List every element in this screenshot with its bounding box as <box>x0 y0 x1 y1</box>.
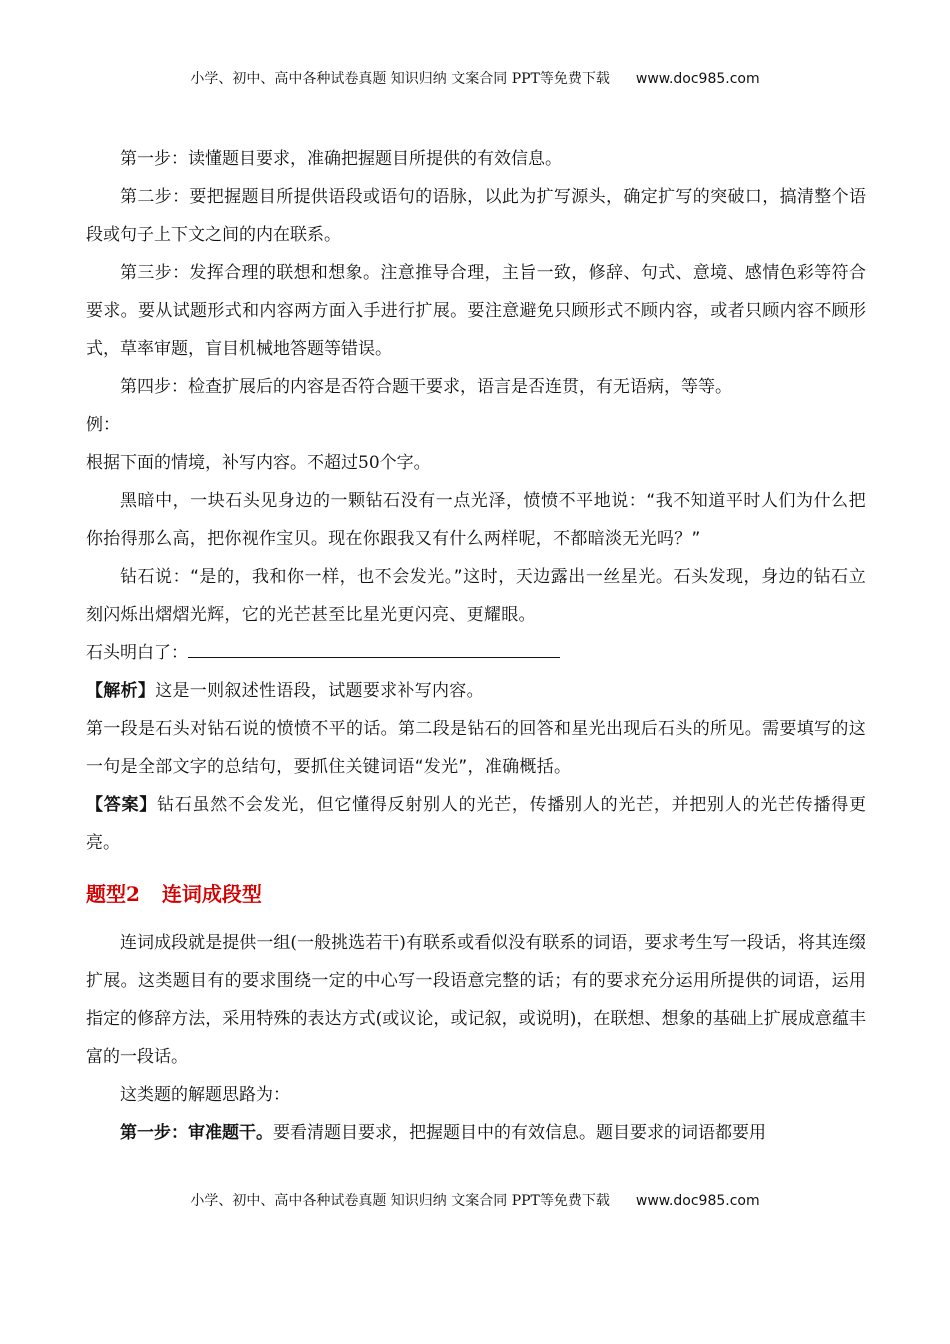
section-2-step1-label: 第一步：审准题干。 <box>120 1123 273 1143</box>
story-paragraph-1: 黑暗中，一块石头见身边的一颗钻石没有一点光泽，愤愤不平地说：“我不知道平时人们为什么把你抬得那么高，把你视作宝贝。现在你跟我又有什么两样呢，不都暗淡无光吗？” <box>86 491 866 549</box>
step4-paragraph: 第四步：检查扩展后的内容是否符合题干要求，语言是否连贯，有无语病，等等。 <box>120 377 732 397</box>
fill-in-blank <box>188 635 560 658</box>
analysis-text-1: 这是一则叙述性语段，试题要求补写内容。 <box>155 681 484 701</box>
analysis-line-2: 第一段是石头对钻石说的愤愤不平的话。第二段是钻石的回答和星光出现后石头的所见。需要填写的这一句是全部文字的总结句，要抓住关键词语“发光”，准确概括。 <box>86 719 866 777</box>
footer-text: 小学、初中、高中各种试卷真题 知识归纳 文案合同 PPT等免费下载 <box>190 1193 610 1209</box>
step1-paragraph: 第一步：读懂题目要求，准确把握题目所提供的有效信息。 <box>120 149 562 169</box>
section-2-heading <box>86 874 866 914</box>
header-url[interactable]: www.doc985.com <box>635 71 760 87</box>
footer-url[interactable]: www.doc985.com <box>635 1193 760 1209</box>
section-2-intro: 连词成段就是提供一组(一般挑选若干)有联系或看似没有联系的词语，要求考生写一段话，将其连缀扩展。这类题目有的要求围绕一定的中心写一段语意完整的话；有的要求充分运用所提供的词语，运用指定的修辞方法，采用特殊的表达方式(或议论，或记叙，或说明)，在联想、想象的基础上扩展成意蕴丰富的一段话。 <box>86 933 866 1067</box>
main-content <box>86 140 866 1152</box>
story-paragraph-2: 钻石说：“是的，我和你一样，也不会发光。”这时，天边露出一丝星光。石头发现，身边的钻石立刻闪烁出熠熠光辉，它的光芒甚至比星光更闪亮、更耀眼。 <box>86 567 866 625</box>
page-footer <box>0 1190 950 1210</box>
section-2-number: 题型2 <box>86 882 140 906</box>
fill-in-label: 石头明白了： <box>86 643 188 663</box>
header-text: 小学、初中、高中各种试卷真题 知识归纳 文案合同 PPT等免费下载 <box>190 71 610 87</box>
step3-paragraph: 第三步：发挥合理的联想和想象。注意推导合理，主旨一致，修辞、句式、意境、感情色彩等符合要求。要从试题形式和内容两方面入手进行扩展。要注意避免只顾形式不顾内容，或者只顾内容不顾形式，草率审题，盲目机械地答题等错误。 <box>86 263 866 359</box>
answer-paragraph <box>86 786 866 862</box>
answer-text: 钻石虽然不会发光，但它懂得反射别人的光芒，传播别人的光芒，并把别人的光芒传播得更亮。 <box>86 795 867 853</box>
section-2-approach: 这类题的解题思路为： <box>120 1085 290 1105</box>
analysis-tag: 【解析】 <box>86 681 156 701</box>
fill-in-line <box>86 634 866 672</box>
example-label: 例： <box>86 415 120 435</box>
example-prompt: 根据下面的情境，补写内容。不超过50个字。 <box>86 453 431 473</box>
section-2-title: 连词成段型 <box>161 882 262 906</box>
section-2-step1-text: 要看清题目要求，把握题目中的有效信息。题目要求的词语都要用 <box>273 1123 766 1143</box>
section-2-step1 <box>86 1114 866 1152</box>
page-header <box>0 68 950 88</box>
answer-tag: 【答案】 <box>86 795 157 815</box>
analysis-line-1 <box>86 672 866 710</box>
step2-paragraph: 第二步：要把握题目所提供语段或语句的语脉，以此为扩写源头，确定扩写的突破口，搞清整个语段或句子上下文之间的内在联系。 <box>86 187 866 245</box>
